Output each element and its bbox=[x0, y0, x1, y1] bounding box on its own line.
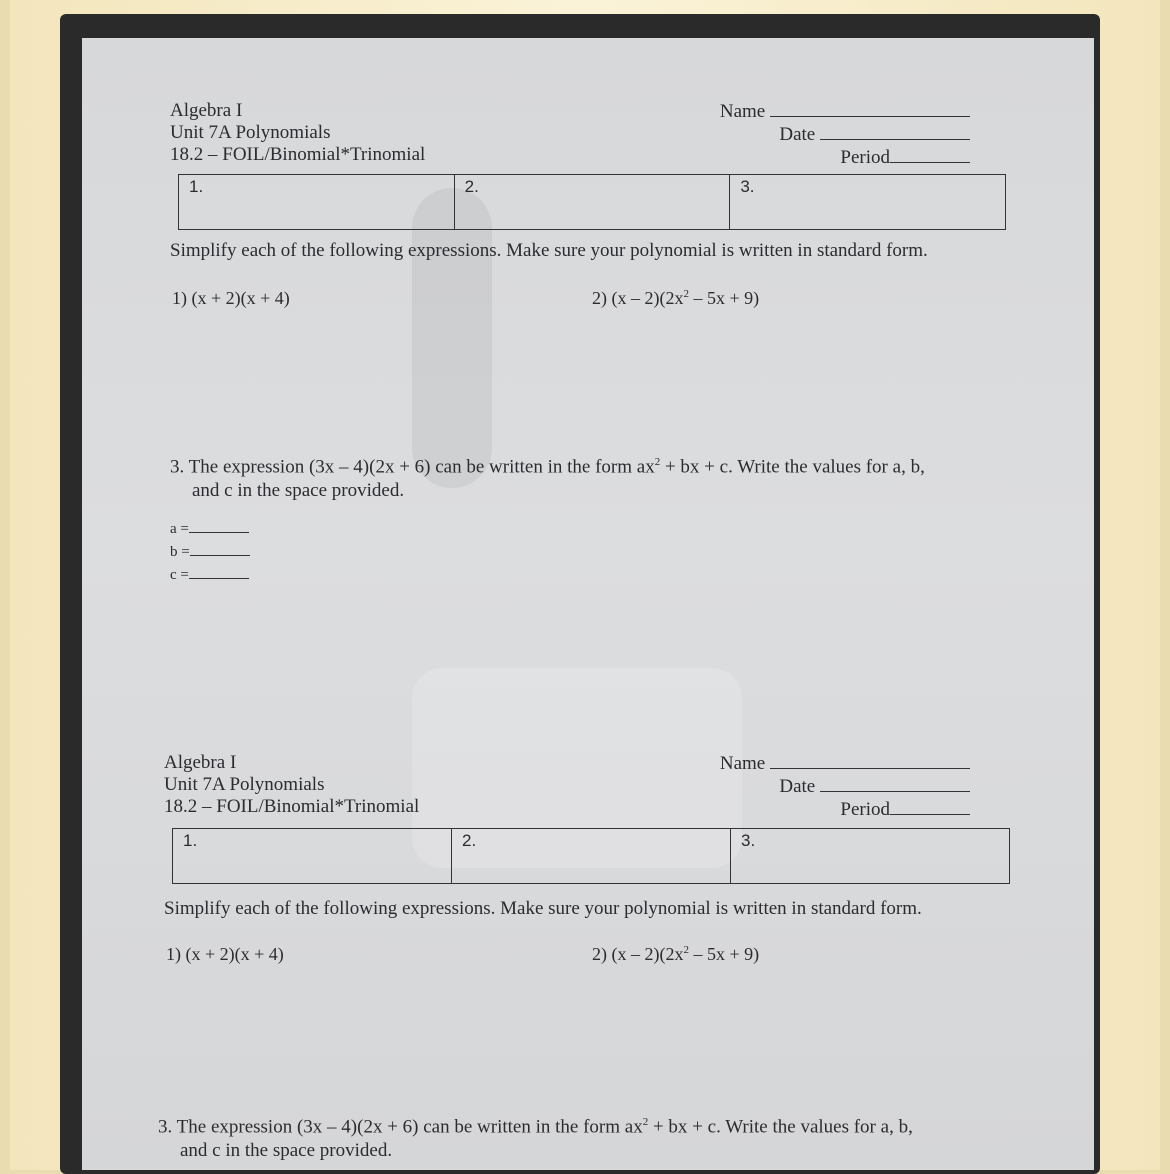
answer-box-1[interactable]: 1. bbox=[173, 829, 452, 883]
problem-3-line1-rest: + bx + c. Write the values for a, b, bbox=[660, 456, 925, 478]
problem-2-text: 2) (x – 2)(2x bbox=[592, 944, 684, 964]
answer-box-3[interactable]: 3. bbox=[741, 831, 756, 850]
date-blank[interactable] bbox=[820, 791, 970, 792]
date-label: Date bbox=[779, 776, 816, 797]
lesson-title: 18.2 – FOIL/Binomial*Trinomial bbox=[170, 144, 426, 165]
problem-1: 1) (x + 2)(x + 4) bbox=[172, 288, 290, 308]
answer-box-3[interactable]: 3. bbox=[740, 177, 755, 196]
answer-b-label: b = bbox=[170, 544, 190, 560]
lesson-title: 18.2 – FOIL/Binomial*Trinomial bbox=[164, 796, 420, 817]
answer-box-2[interactable]: 2. bbox=[452, 829, 731, 883]
exponent: 2 bbox=[683, 944, 689, 956]
problem-2-text: 2) (x – 2)(2x bbox=[592, 288, 684, 308]
problem-2 bbox=[592, 944, 759, 965]
answer-box-2[interactable]: 2. bbox=[455, 175, 731, 229]
problem-3-line1: 3. The expression (3x – 4)(2x + 6) can be written in the form ax bbox=[170, 456, 655, 478]
name-blank[interactable] bbox=[770, 116, 970, 117]
period-blank[interactable] bbox=[890, 162, 970, 163]
date-label: Date bbox=[779, 124, 816, 145]
answer-boxes bbox=[172, 828, 1010, 884]
answer-a-blank[interactable] bbox=[189, 532, 249, 533]
unit-title: Unit 7A Polynomials bbox=[164, 774, 325, 795]
period-blank[interactable] bbox=[890, 814, 970, 815]
course-title: Algebra I bbox=[164, 752, 237, 773]
problem-3-line1: 3. The expression (3x – 4)(2x + 6) can be written in the form ax bbox=[158, 1116, 643, 1138]
problem-2 bbox=[592, 288, 759, 309]
problem-2-rest: – 5x + 9) bbox=[688, 288, 760, 308]
header-left bbox=[164, 752, 419, 818]
instructions: Simplify each of the following expressions. Make sure your polynomial is written in standard form. bbox=[170, 240, 928, 261]
exponent: 2 bbox=[683, 288, 689, 300]
problem-3 bbox=[158, 1110, 913, 1163]
unit-title: Unit 7A Polynomials bbox=[170, 122, 331, 143]
name-label: Name bbox=[719, 101, 766, 122]
problem-3-line1-rest: + bx + c. Write the values for a, b, bbox=[648, 1116, 913, 1138]
name-label: Name bbox=[719, 753, 766, 774]
date-blank[interactable] bbox=[820, 139, 970, 140]
name-blank[interactable] bbox=[770, 768, 970, 769]
answer-c-label: c = bbox=[170, 567, 189, 583]
header-right bbox=[710, 100, 970, 169]
problem-3-line2: and c in the space provided. bbox=[180, 1140, 393, 1162]
exponent: 2 bbox=[654, 456, 661, 468]
tablet-screen bbox=[82, 38, 1094, 1170]
answer-box-1[interactable]: 1. bbox=[179, 175, 455, 229]
answer-boxes bbox=[178, 174, 1006, 230]
exponent: 2 bbox=[642, 1116, 649, 1128]
period-label: Period bbox=[840, 147, 890, 168]
instructions: Simplify each of the following expressions. Make sure your polynomial is written in standard form. bbox=[164, 898, 922, 919]
worksheet-bottom bbox=[158, 752, 1074, 1170]
answer-c-blank[interactable] bbox=[189, 578, 249, 579]
course-title: Algebra I bbox=[170, 100, 243, 121]
problem-3 bbox=[170, 450, 925, 503]
problem-2-rest: – 5x + 9) bbox=[688, 944, 760, 964]
header-left bbox=[170, 100, 425, 166]
answer-b-blank[interactable] bbox=[190, 555, 250, 556]
period-label: Period bbox=[840, 799, 890, 820]
answer-a-label: a = bbox=[170, 521, 189, 537]
problem-3-line2: and c in the space provided. bbox=[192, 480, 405, 502]
worksheet-top bbox=[170, 100, 1070, 620]
answer-lines bbox=[170, 518, 250, 587]
problem-1: 1) (x + 2)(x + 4) bbox=[166, 944, 284, 964]
header-right bbox=[710, 752, 970, 821]
